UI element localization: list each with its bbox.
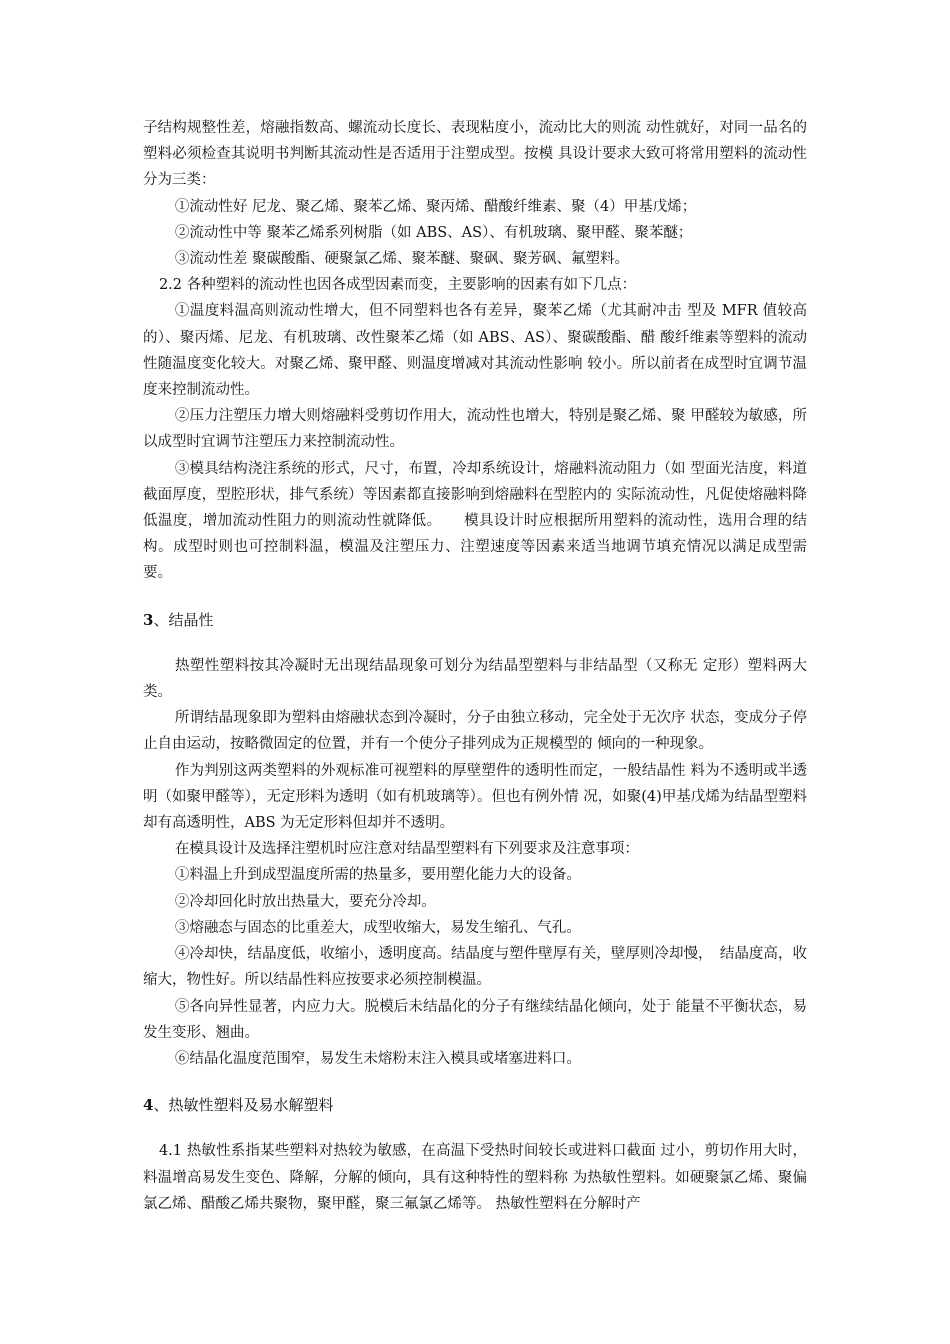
section-number: 3 (143, 610, 154, 629)
paragraph: 4.1 热敏性系指某些塑料对热较为敏感，在高温下受热时间较长或进料口截面 过小，剪切作用大时，料温增高易发生变色、降解，分解的倾向，具有这种特性的塑料称 为热敏性塑料。如硬聚氯乙烯、聚偏氯乙烯、醋酸乙烯共聚物，聚甲醛，聚三氟氯乙烯等。 热敏性塑料在分解时产 (143, 1143, 807, 1212)
list-item: ⑥结晶化温度范围窄，易发生未熔粉末注入模具或堵塞进料口。 (174, 1050, 581, 1067)
paragraph: ②压力注塑压力增大则熔融料受剪切作用大，流动性也增大，特别是聚乙烯、聚 甲醛较为敏感，所以成型时宜调节注塑压力来控制流动性。 (143, 408, 807, 451)
section-number: 4 (143, 1096, 154, 1115)
list-item: ④冷却快，结晶度低，收缩小，透明度高。结晶度与塑件壁厚有关，壁厚则冷却慢， 结晶度高，收缩大，物性好。所以结晶性料应按要求必须控制模温。 (143, 946, 807, 989)
document-body (143, 115, 807, 1217)
paragraph: 在模具设计及选择注塑机时应注意对结晶型塑料有下列要求及注意事项： (174, 841, 639, 858)
paragraph: 热塑性塑料按其冷凝时无出现结晶现象可划分为结晶型塑料与非结晶型（又称无 定形）塑料两大类。 (143, 657, 807, 701)
paragraph: ①温度料温高则流动性增大，但不同塑料也各有差异，聚苯乙烯（尤其耐冲击 型及 MFR 值较高的）、聚丙烯、尼龙、有机玻璃、改性聚苯乙烯（如 ABS、AS）、聚碳酸酯、醋 酸纤维素等塑料的流动性随温度变化较大。对聚乙烯、聚甲醛、则温度增减对其流动性影响 较小。所以前者在成型时宜调节温度来控制流动性。 (143, 303, 807, 399)
section-title: 、热敏性塑料及易水解塑料 (153, 1096, 334, 1115)
list-item: ①料温上升到成型温度所需的热量多，要用塑化能力大的设备。 (174, 867, 581, 884)
list-item: ⑤各向异性显著，内应力大。脱模后未结晶化的分子有继续结晶化倾向，处于 能量不平衡状态，易发生变形、翘曲。 (143, 998, 807, 1041)
section-heading-heat-sensitive (143, 1092, 807, 1118)
paragraph: ③模具结构浇注系统的形式，尺寸，布置，冷却系统设计，熔融料流动阻力（如 型面光洁度，料道截面厚度，型腔形状，排气系统）等因素都直接影响到熔融料在型腔内的 实际流动性，凡促使熔融料降低温度，增加流动性阻力的则流动性就降低。 模具设计时应根据所用塑料的流动性，选用合理的结构。成型时则也可控制料温，模温及注塑压力、注塑速度等因素来适当地调节填充情况以满足成型需要。 (143, 460, 807, 582)
list-item: ②冷却回化时放出热量大，要充分冷却。 (174, 893, 436, 910)
paragraph: 2.2 各种塑料的流动性也因各成型因素而变，主要影响的因素有如下几点： (158, 277, 637, 294)
list-item: ③流动性差 聚碳酸酯、硬聚氯乙烯、聚苯醚、聚砜、聚芳砜、氟塑料。 (174, 251, 629, 268)
paragraph: 所谓结晶现象即为塑料由熔融状态到冷凝时，分子由独立移动，完全处于无次序 状态，变成分子停止自由运动，按略微固定的位置，并有一个使分子排列成为正规模型的 倾向的一种现象。 (143, 710, 807, 753)
list-item: ①流动性好 尼龙、聚乙烯、聚苯乙烯、聚丙烯、醋酸纤维素、聚（4）甲基戊烯； (174, 198, 697, 215)
paragraph: 子结构规整性差，熔融指数高、螺流动长度长、表现粘度小，流动比大的则流 动性就好，对同一品名的塑料必须检查其说明书判断其流动性是否适用于注塑成型。按模 具设计要求大致可将常用塑料的流动性分为三类： (143, 120, 807, 189)
section-title: 、结晶性 (153, 610, 214, 629)
list-item: ②流动性中等 聚苯乙烯系列树脂（如 ABS、AS）、有机玻璃、聚甲醛、聚苯醚； (174, 224, 693, 241)
list-item: ③熔融态与固态的比重差大，成型收缩大，易发生缩孔、气孔。 (174, 919, 581, 936)
paragraph: 作为判别这两类塑料的外观标准可视塑料的厚壁塑件的透明性而定，一般结晶性 料为不透明或半透明（如聚甲醛等），无定形料为透明（如有机玻璃等）。但也有例外情 况，如聚(4)甲基戊烯为结晶型塑料却有高透明性，ABS 为无定形料但却并不透明。 (143, 762, 807, 832)
section-heading-crystallinity (143, 607, 807, 633)
